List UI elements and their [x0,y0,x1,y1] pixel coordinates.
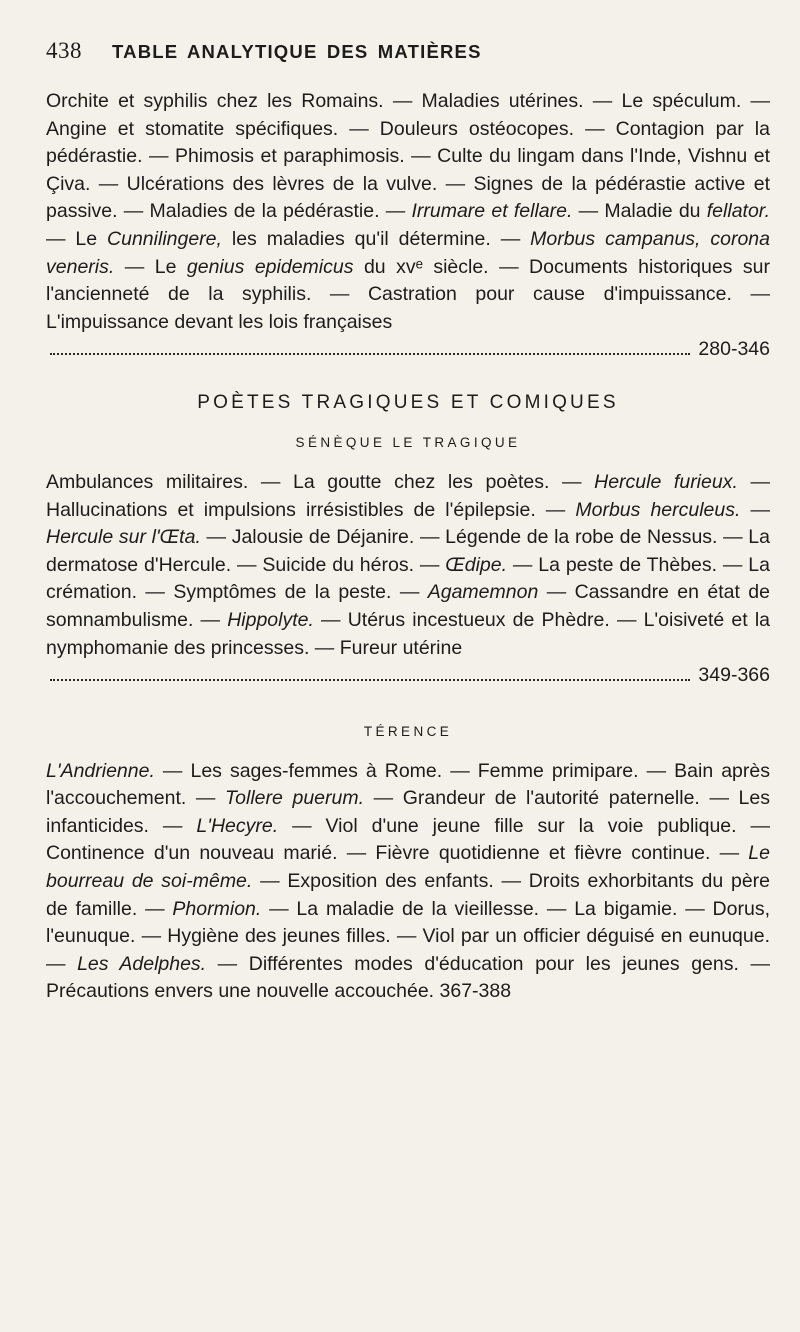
work-title: L'Hecyre. [196,814,279,837]
page-range-row [46,336,770,364]
running-head [46,38,770,88]
index-entry-syphilis [46,88,770,336]
work-title: Les Adelphes. [77,952,207,975]
entry-text: — La maladie de la vieillesse. — La bigamie. — Dorus, l'eunuque. — Hygiène des jeunes filles. — Viol par un officier déguisé en eunuque. — [46,897,770,975]
work-title: Hippolyte. [227,608,314,631]
entry-text: Orchite et syphilis chez les Romains. — Maladies utérines. — Le spéculum. — Angine et stomatite spécifiques. — Douleurs ostéocopes. — Contagion par la pédérastie. — Phimosis et paraphimosis. — Culte du lingam dans l'Inde, Vishnu et Çiva. — Ulcérations des lèvres de la vulve. — Signes de la pédérastie active et passive. — Maladies de la pédérastie. — [46,90,770,223]
entry-text: — Hallucinations et impulsions irrésistibles de l'épilepsie. — [46,470,770,521]
entry-text: — Différentes modes d'éducation pour les jeunes gens. — Précautions envers une nouvelle accouchée. [46,952,770,1003]
term-italic: Morbus herculeus. [575,498,741,521]
entry-text: — Utérus incestueux de Phèdre. — L'oisiveté et la nymphomanie des princesses. — Fureur utérine [46,608,771,659]
entry-text: — Maladie du [572,200,707,223]
page-range: 280-346 [698,338,770,361]
author-heading-seneque: SÉNÈQUE LE TRAGIQUE [295,434,521,450]
work-title: Hercule sur l'Œta. [46,526,201,549]
entry-text: — Jalousie de Déjanire. — Légende de la robe de Nessus. — La dermatose d'Hercule. — Suicide du héros. — [46,526,770,576]
entry-text: — Le [46,227,108,250]
entry-text: — La peste de Thèbes. — La crémation. — Symptômes de la peste. — [46,553,770,604]
section-heading: POÈTES TRAGIQUES ET COMIQUES [197,391,619,413]
index-entry-terence [46,758,770,1006]
index-entry-seneque [46,469,770,662]
work-title: Phormion. [172,897,262,920]
entry-text: — Le [114,255,187,278]
entry-text: les maladies qu'il détermine. — [221,227,531,250]
term-italic: Cunnilingere, [107,227,222,250]
term-italic: Morbus campanus, corona veneris. [46,227,770,278]
work-title: Œdipe. [445,553,508,576]
dot-leader [50,678,690,681]
entry-text: — Viol d'une jeune fille sur la voie publique. — Continence d'un nouveau marié. — Fièvre quotidienne et fièvre continue. — [46,814,771,865]
work-title: Irrumare et fellare. [411,200,573,223]
dot-leader [50,352,690,355]
work-title: Le bourreau de soi-même. [46,842,770,893]
work-title: Hercule furieux. [594,470,738,493]
work-title: Agamemnon [427,581,539,604]
entry-text: du xvᵉ siècle. — Documents historiques sur l'ancienneté de la syphilis. — Castration pour cause d'impuissance. — L'impuissance devant les lois françaises [46,255,770,333]
running-title: TABLE ANALYTIQUE DES MATIÈRES [112,41,482,62]
page-range: 367-388 [439,980,512,1003]
page-range-row [46,662,770,690]
book-page [46,38,770,1006]
page-number: 438 [46,38,82,63]
term-italic: Tollere puerum. [225,787,365,810]
entry-text: — Cassandre en état de somnambulisme. — [46,581,770,631]
work-title: L'Andrienne. [46,759,155,782]
entry-text: — Exposition des enfants. — Droits exhorbitants du père de famille. — [46,870,770,920]
entry-text: — Les sages-femmes à Rome. — Femme primipare. — Bain après l'accouchement. — [46,759,770,810]
page-range: 349-366 [698,664,770,687]
term-italic: fellator. [706,200,770,223]
term-italic: genius epidemicus [186,255,354,278]
entry-text: Ambulances militaires. — La goutte chez les poètes. — [46,470,595,493]
entry-text: — Grandeur de l'autorité paternelle. — Les infanticides. — [46,787,770,837]
entry-text: — [740,498,770,521]
author-heading-terence: TÉRENCE [363,723,453,739]
